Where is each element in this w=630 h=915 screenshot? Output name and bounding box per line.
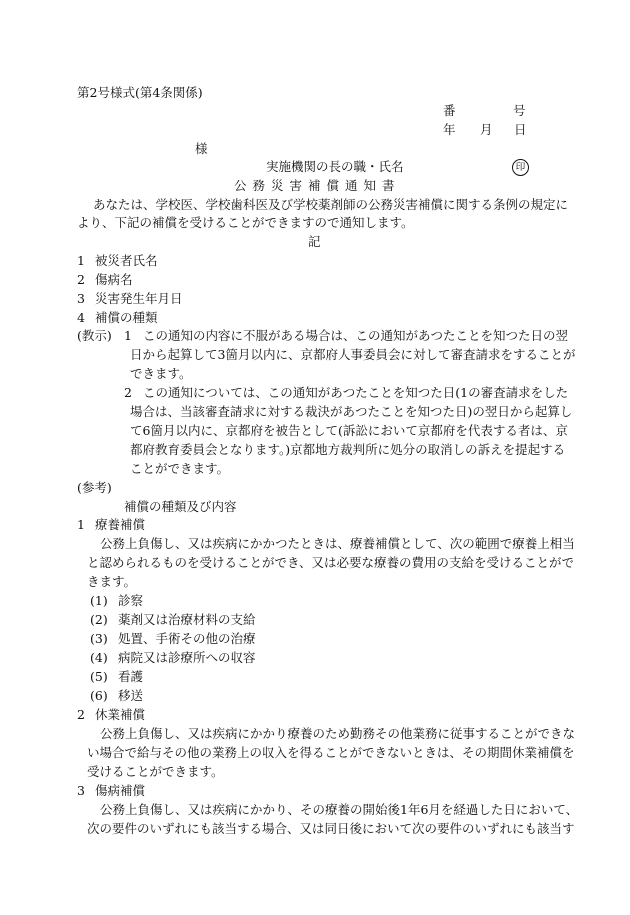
intro-line-1: あなたは、学校医、学校歯科医及び学校薬剤師の公務災害補償に関する条例の規定に [93,197,569,212]
item-number: 4 [77,310,85,325]
list-number: (4) [90,650,108,665]
issuer-label: 実施機関の長の職・氏名 [266,159,404,174]
section-line: きます。 [87,574,137,589]
list-number: (3) [90,631,108,646]
item-number: 3 [77,291,85,306]
list-text: 薬剤又は治療材料の支給 [118,612,256,627]
reference-label: (参考) [77,480,112,495]
list-text: 病院又は診療所への収容 [118,650,256,665]
ki-label: 記 [308,234,321,249]
go-label: 号 [513,103,526,118]
list-text: 移送 [118,688,144,703]
section-title: 傷病補償 [95,783,146,798]
note-line: て6箇月以内に、京都府を被告として(訴訟において京都府を代表する者は、京 [130,423,568,438]
section-number: 2 [77,707,85,722]
instruction-label: (教示) [77,328,112,343]
section-line: 公務上負傷し、又は疾病にかかつたときは、療養補償として、次の範囲で療養上相当 [100,536,575,551]
list-number: (2) [90,612,108,627]
section-line: と認められるものを受けることができ、又は必要な療養の費用の支給を受けることがで [87,555,575,570]
item-label: 被災者氏名 [95,253,158,268]
item-number: 2 [77,272,85,287]
item-label: 災害発生年月日 [95,291,183,306]
list-text: 看護 [118,669,144,684]
ban-label: 番 [443,103,456,118]
form-number: 第2号様式(第4条関係) [77,85,203,100]
note-line: この通知の内容に不服がある場合は、この通知があつたことを知つた日の翌 [143,328,569,343]
note-number: 2 [124,385,132,400]
section-line: 受けることができます。 [87,764,224,779]
list-text: 診察 [118,593,144,608]
section-line: い場合で給与その他の業務上の収入を得ることができないときは、その期間休業補償を [87,745,575,760]
section-title: 休業補償 [95,707,146,722]
list-number: (5) [90,669,108,684]
section-line: 公務上負傷し、又は疾病にかかり、その療養の開始後1年6月を経過した日において、 [100,802,579,817]
section-line: 公務上負傷し、又は疾病にかかり療養のため勤務その他業務に従事することができな [100,726,576,741]
intro-line-2: より、下記の補償を受けることができますので通知します。 [77,215,414,230]
item-number: 1 [77,253,85,268]
note-line: 日から起算して3箇月以内に、京都府人事委員会に対して審査請求をすることが [130,347,576,362]
note-line: この通知については、この通知があつたことを知つた日(1の審査請求をした [143,385,569,400]
sama-label: 様 [195,141,208,156]
section-number: 3 [77,783,85,798]
list-number: (6) [90,688,108,703]
section-line: 次の要件のいずれにも該当する場合、又は同日後において次の要件のいずれにも該当す [87,821,575,836]
note-line: ことができます。 [130,461,230,476]
day-label: 日 [514,122,527,137]
note-line: 場合は、当該審査請求に対する裁決があつたことを知つた日)の翌日から起算し [130,404,573,419]
document-title: 公務災害補償通知書 [234,178,401,193]
list-number: (1) [90,593,108,608]
note-line: できます。 [130,366,192,381]
reference-heading: 補償の種類及び内容 [124,499,237,514]
item-label: 傷病名 [95,272,133,287]
item-label: 補償の種類 [95,310,158,325]
note-number: 1 [124,328,132,343]
seal-icon: 印 [512,159,529,176]
list-text: 処置、手術その他の治療 [118,631,256,646]
month-label: 月 [480,122,493,137]
year-label: 年 [443,122,456,137]
section-title: 療養補償 [95,517,146,532]
note-line: 都府教育委員会となります。)京都地方裁判所に処分の取消しの訴えを提起する [130,442,566,457]
section-number: 1 [77,517,85,532]
